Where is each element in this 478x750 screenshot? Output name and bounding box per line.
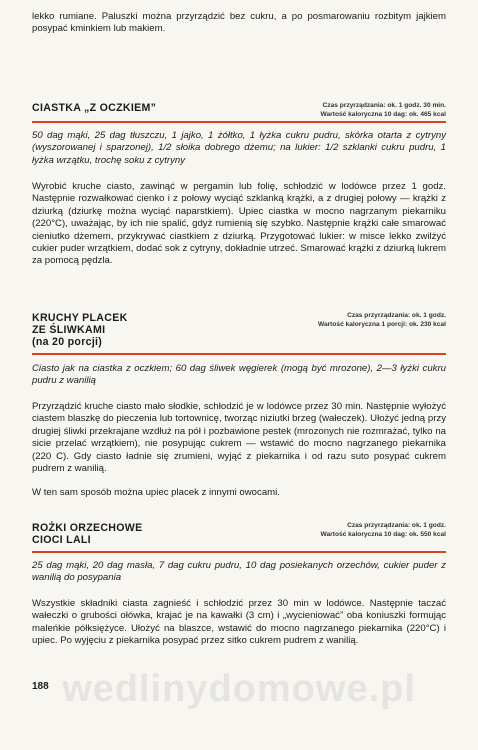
calorie-value: Wartość kaloryczna 10 dag: ok. 550 kcal <box>320 530 446 538</box>
recipe-title: CIASTKA „Z OCZKIEM” <box>32 102 157 114</box>
calorie-value: Wartość kaloryczna 1 porcji: ok. 230 kcal <box>317 320 446 328</box>
recipe-meta <box>321 102 446 119</box>
method-text: Wyrobić kruche ciasto, zawinąć w pergamin lub folię, schłodzić w lodówce przez 1 godz. Następnie rozwałkować cienko i z połowy wyciąć szklanką krążki, a z drugiej połowy — krążki z dziurką (dziurkę można wyciąć naparstkiem). Upiec ciastka w mocno nagrzanym piekarniku (220°C), uważając, by ich nie spalić, gdyż rumienią się szybko. Następnie krążki całe smarować cieniutko dżemem, przykrywać ciastkiem z dziurką. Przygotować lukier: w misce lekko zwilżyć cukier puder wrzątkiem, dodać sok z cytryny, dokładnie utrzeć. Smarować krążki z dziurką lukrem za pomocą pędzla. <box>32 181 446 267</box>
method-note: W ten sam sposób można upiec placek z innymi owocami. <box>32 487 280 498</box>
ingredients-text: Ciasto jak na ciastka z oczkiem; 60 dag śliwek węgierek (mogą być mrozone), 2—3 łyżki cukru pudru z wanilią <box>32 363 446 387</box>
method-text: Wszystkie składniki ciasta zagnieść i schłodzić przez 30 min w lodówce. Następnie taczać wałeczki o grubości ołówka, krajać je na kawałki (3 cm) i „wycieniować” oba koniuszki formując maleńkie półksiężyce. Ułożyć na blaszce, wstawić do mocno nagrzanego piekarnika (220°C) i upiec. Po wyjęciu z piekarnika posypać przez sitko cukrem pudrem z wanilią. <box>32 598 446 647</box>
ingredients-text: 25 dag mąki, 20 dag masła, 7 dag cukru pudru, 10 dag posiekanych orzechów, cukier puder z wanilią do posypania <box>32 560 446 584</box>
calorie-value: Wartość kaloryczna 10 dag: ok. 465 kcal <box>320 110 446 118</box>
watermark: wedlinydomowe.pl <box>62 668 416 710</box>
page-number: 188 <box>32 681 49 692</box>
recipe-title: KRUCHY PLACEK ZE ŚLIWKAMI (na 20 porcji) <box>32 312 128 349</box>
section-divider <box>32 353 446 355</box>
prep-time: Czas przyrządzania: ok. 1 godz. <box>347 312 446 319</box>
section-divider <box>32 551 446 553</box>
section-divider <box>32 121 446 123</box>
recipe-title: ROŻKI ORZECHOWE CIOCI LALI <box>32 522 143 547</box>
prep-time: Czas przyrządzania: ok. 1 godz. <box>347 522 446 529</box>
recipe-meta <box>321 522 446 539</box>
method-text: Przyrządzić kruche ciasto mało słodkie, schłodzić je w lodówce przez 30 min. Następnie wyłożyć ciastem blaszkę do pieczenia lub tortownicę, tworząc niziutki brzeg (wałeczek). Ułożyć jedną przy drugiej śliwki przekrajane wzdłuż na pół i pozbawione pestek (mrozonych nie rozmrażać, tylko na sicie przelać wrzątkiem), nie posypując cukrem — wstawić do mocno nagrzanego piekarnika (220 C). Gdy ciasto ładnie się zrumieni, wyjąć z piekarnika i od razu suto posypać cukrem pudrem z wanilią. <box>32 401 446 475</box>
recipe-meta <box>318 312 446 329</box>
ingredients-text: 50 dag mąki, 25 dag tłuszczu, 1 jajko, 1 żółtko, 1 łyżka cukru pudru, skórka otarta z cytryny (wyszorowanej i sparzonej), 1/2 słoika dobrego dżemu; na lukier: 1/2 szklanki cukru pudru, 1 łyżka wrzątku, trochę soku z cytryny <box>32 130 446 166</box>
prep-time: Czas przyrządzania: ok. 1 godz. 30 min. <box>322 102 446 109</box>
intro-paragraph: lekko rumiane. Paluszki można przyrządzić bez cukru, a po posmarowaniu rozbitym jajkiem posypać kminkiem lub makiem. <box>32 11 446 35</box>
